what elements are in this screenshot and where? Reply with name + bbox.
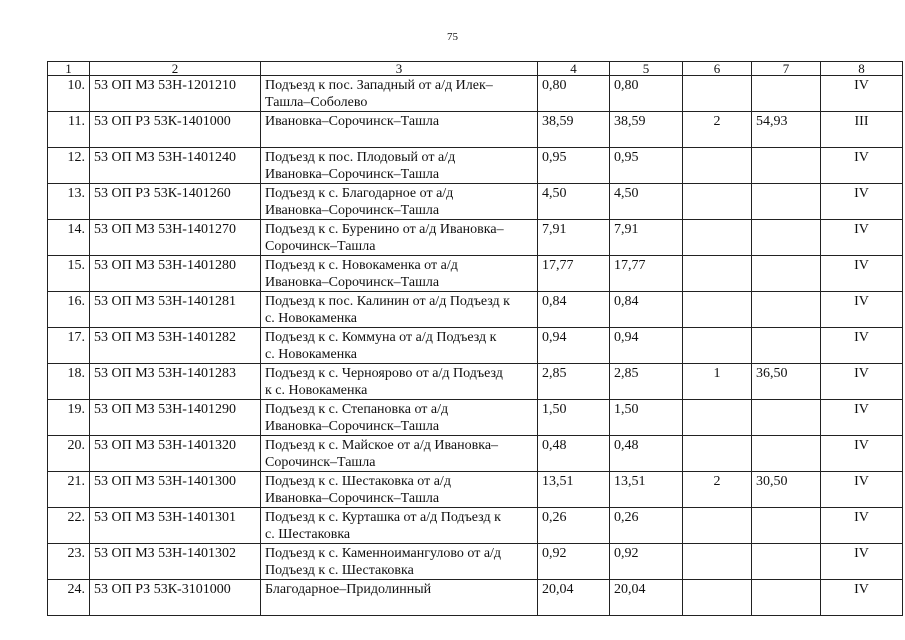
- header-cell: 3: [261, 62, 538, 76]
- length-total-cell: 17,77: [538, 256, 610, 292]
- road-code-cell: 53 ОП МЗ 53Н-1401280: [90, 256, 261, 292]
- table-row: [48, 328, 903, 364]
- bridge-length-cell: [752, 508, 821, 544]
- road-category-cell: IV: [821, 508, 903, 544]
- road-name-cell: [261, 76, 538, 112]
- road-code-cell: 53 ОП МЗ 53Н-1401240: [90, 148, 261, 184]
- road-name-line: Ивановка–Сорочинск–Ташла: [265, 167, 440, 182]
- road-name-cell: [261, 364, 538, 400]
- road-name-line: Ивановка–Сорочинск–Ташла: [265, 114, 440, 129]
- bridge-count-cell: 2: [683, 472, 752, 508]
- row-number-cell: 20.: [48, 436, 90, 472]
- road-name-line: Подъезд к пос. Калинин от а/д Подъезд к: [265, 294, 510, 309]
- road-category-cell: IV: [821, 400, 903, 436]
- bridge-count-cell: [683, 256, 752, 292]
- road-category-cell: IV: [821, 256, 903, 292]
- row-number-cell: 11.: [48, 112, 90, 148]
- length-total-cell: 0,26: [538, 508, 610, 544]
- length-paved-cell: 7,91: [610, 220, 683, 256]
- road-category-cell: IV: [821, 472, 903, 508]
- road-category-cell: IV: [821, 76, 903, 112]
- roads-table: [47, 61, 903, 616]
- road-name-cell: [261, 544, 538, 580]
- length-paved-cell: 0,48: [610, 436, 683, 472]
- table-row: [48, 400, 903, 436]
- table-row: [48, 112, 903, 148]
- page-number: 75: [447, 31, 458, 43]
- bridge-length-cell: [752, 184, 821, 220]
- road-name-line: Подъезд к с. Шестаковка от а/д: [265, 474, 451, 489]
- bridge-count-cell: [683, 508, 752, 544]
- bridge-length-cell: [752, 148, 821, 184]
- header-cell: 2: [90, 62, 261, 76]
- length-total-cell: 0,95: [538, 148, 610, 184]
- length-total-cell: 20,04: [538, 580, 610, 616]
- table-row: [48, 76, 903, 112]
- bridge-count-cell: [683, 184, 752, 220]
- road-name-line: к с. Новокаменка: [265, 383, 368, 398]
- table-row: [48, 436, 903, 472]
- road-name-cell: [261, 112, 538, 148]
- row-number-cell: 18.: [48, 364, 90, 400]
- road-category-cell: IV: [821, 328, 903, 364]
- road-category-cell: IV: [821, 220, 903, 256]
- road-category-cell: III: [821, 112, 903, 148]
- road-name-line: Подъезд к с. Степановка от а/д: [265, 402, 449, 417]
- bridge-count-cell: [683, 220, 752, 256]
- road-name-cell: [261, 256, 538, 292]
- table-row: [48, 256, 903, 292]
- length-paved-cell: 0,84: [610, 292, 683, 328]
- length-total-cell: 0,92: [538, 544, 610, 580]
- table-row: [48, 184, 903, 220]
- row-number-cell: 16.: [48, 292, 90, 328]
- table-row: [48, 292, 903, 328]
- length-paved-cell: 2,85: [610, 364, 683, 400]
- road-name-line: Благодарное–Придолинный: [265, 582, 432, 597]
- bridge-length-cell: [752, 256, 821, 292]
- row-number-cell: 17.: [48, 328, 90, 364]
- row-number-cell: 19.: [48, 400, 90, 436]
- table-row: [48, 508, 903, 544]
- length-paved-cell: 38,59: [610, 112, 683, 148]
- bridge-count-cell: [683, 328, 752, 364]
- length-paved-cell: 0,80: [610, 76, 683, 112]
- road-code-cell: 53 ОП МЗ 53Н-1401283: [90, 364, 261, 400]
- header-cell: 6: [683, 62, 752, 76]
- table-row: [48, 580, 903, 616]
- road-category-cell: IV: [821, 292, 903, 328]
- road-category-cell: IV: [821, 148, 903, 184]
- row-number-cell: 10.: [48, 76, 90, 112]
- road-name-cell: [261, 148, 538, 184]
- road-name-line: Подъезд к с. Буренино от а/д Ивановка–: [265, 222, 504, 237]
- length-total-cell: 38,59: [538, 112, 610, 148]
- length-total-cell: 0,48: [538, 436, 610, 472]
- header-cell: 7: [752, 62, 821, 76]
- length-paved-cell: 0,94: [610, 328, 683, 364]
- road-name-line: Подъезд к с. Шестаковка: [265, 563, 414, 578]
- road-name-line: с. Шестаковка: [265, 527, 351, 542]
- road-code-cell: 53 ОП МЗ 53Н-1401270: [90, 220, 261, 256]
- bridge-count-cell: 1: [683, 364, 752, 400]
- table-row: [48, 364, 903, 400]
- length-paved-cell: 13,51: [610, 472, 683, 508]
- bridge-count-cell: [683, 580, 752, 616]
- bridge-count-cell: [683, 148, 752, 184]
- road-name-cell: [261, 508, 538, 544]
- road-name-cell: [261, 328, 538, 364]
- road-name-line: Подъезд к с. Новокаменка от а/д: [265, 258, 458, 273]
- row-number-cell: 12.: [48, 148, 90, 184]
- road-name-cell: [261, 436, 538, 472]
- road-name-cell: [261, 220, 538, 256]
- road-category-cell: IV: [821, 364, 903, 400]
- row-number-cell: 22.: [48, 508, 90, 544]
- road-name-line: Ташла–Соболево: [265, 95, 368, 110]
- length-total-cell: 0,94: [538, 328, 610, 364]
- row-number-cell: 13.: [48, 184, 90, 220]
- length-paved-cell: 0,26: [610, 508, 683, 544]
- road-code-cell: 53 ОП МЗ 53Н-1401281: [90, 292, 261, 328]
- road-name-line: Подъезд к с. Благодарное от а/д: [265, 186, 454, 201]
- road-code-cell: 53 ОП МЗ 53Н-1401290: [90, 400, 261, 436]
- bridge-count-cell: [683, 400, 752, 436]
- road-name-line: Сорочинск–Ташла: [265, 455, 376, 470]
- header-cell: 8: [821, 62, 903, 76]
- road-name-cell: [261, 400, 538, 436]
- road-category-cell: IV: [821, 436, 903, 472]
- bridge-length-cell: [752, 76, 821, 112]
- bridge-length-cell: [752, 436, 821, 472]
- road-code-cell: 53 ОП РЗ 53К-3101000: [90, 580, 261, 616]
- road-name-line: Подъезд к с. Каменноимангулово от а/д: [265, 546, 502, 561]
- road-name-line: Подъезд к с. Майское от а/д Ивановка–: [265, 438, 499, 453]
- road-category-cell: IV: [821, 184, 903, 220]
- length-paved-cell: 4,50: [610, 184, 683, 220]
- road-code-cell: 53 ОП МЗ 53Н-1401301: [90, 508, 261, 544]
- bridge-length-cell: [752, 220, 821, 256]
- bridge-length-cell: 54,93: [752, 112, 821, 148]
- row-number-cell: 21.: [48, 472, 90, 508]
- road-name-line: Подъезд к с. Коммуна от а/д Подъезд к: [265, 330, 497, 345]
- header-cell: 5: [610, 62, 683, 76]
- bridge-length-cell: 36,50: [752, 364, 821, 400]
- road-name-line: Ивановка–Сорочинск–Ташла: [265, 491, 440, 506]
- length-total-cell: 1,50: [538, 400, 610, 436]
- road-name-line: с. Новокаменка: [265, 347, 358, 362]
- table-row: [48, 220, 903, 256]
- row-number-cell: 15.: [48, 256, 90, 292]
- row-number-cell: 14.: [48, 220, 90, 256]
- row-number-cell: 24.: [48, 580, 90, 616]
- road-code-cell: 53 ОП РЗ 53К-1401000: [90, 112, 261, 148]
- road-code-cell: 53 ОП МЗ 53Н-1401320: [90, 436, 261, 472]
- road-code-cell: 53 ОП МЗ 53Н-1401282: [90, 328, 261, 364]
- bridge-count-cell: [683, 292, 752, 328]
- road-name-line: с. Новокаменка: [265, 311, 358, 326]
- road-code-cell: 53 ОП МЗ 53Н-1401300: [90, 472, 261, 508]
- header-row: [48, 62, 903, 76]
- road-name-cell: [261, 184, 538, 220]
- road-name-line: Ивановка–Сорочинск–Ташла: [265, 419, 440, 434]
- road-code-cell: 53 ОП МЗ 53Н-1201210: [90, 76, 261, 112]
- road-code-cell: 53 ОП МЗ 53Н-1401302: [90, 544, 261, 580]
- row-number-cell: 23.: [48, 544, 90, 580]
- road-name-line: Сорочинск–Ташла: [265, 239, 376, 254]
- bridge-length-cell: [752, 328, 821, 364]
- length-total-cell: 0,80: [538, 76, 610, 112]
- road-category-cell: IV: [821, 544, 903, 580]
- table-row: [48, 472, 903, 508]
- bridge-count-cell: [683, 544, 752, 580]
- bridge-length-cell: [752, 292, 821, 328]
- bridge-length-cell: [752, 400, 821, 436]
- road-category-cell: IV: [821, 580, 903, 616]
- length-paved-cell: 17,77: [610, 256, 683, 292]
- length-paved-cell: 0,95: [610, 148, 683, 184]
- bridge-count-cell: 2: [683, 112, 752, 148]
- length-paved-cell: 20,04: [610, 580, 683, 616]
- road-name-line: Подъезд к с. Черноярово от а/д Подъезд: [265, 366, 503, 381]
- road-code-cell: 53 ОП РЗ 53К-1401260: [90, 184, 261, 220]
- bridge-length-cell: [752, 580, 821, 616]
- road-name-line: Подъезд к пос. Западный от а/д Илек–: [265, 78, 493, 93]
- length-paved-cell: 0,92: [610, 544, 683, 580]
- road-name-cell: [261, 580, 538, 616]
- length-total-cell: 13,51: [538, 472, 610, 508]
- road-name-line: Подъезд к с. Курташка от а/д Подъезд к: [265, 510, 501, 525]
- road-name-line: Ивановка–Сорочинск–Ташла: [265, 203, 440, 218]
- bridge-count-cell: [683, 436, 752, 472]
- length-total-cell: 0,84: [538, 292, 610, 328]
- bridge-length-cell: [752, 544, 821, 580]
- road-name-cell: [261, 292, 538, 328]
- road-name-line: Подъезд к пос. Плодовый от а/д: [265, 150, 456, 165]
- bridge-length-cell: 30,50: [752, 472, 821, 508]
- table-row: [48, 148, 903, 184]
- bridge-count-cell: [683, 76, 752, 112]
- length-total-cell: 2,85: [538, 364, 610, 400]
- length-paved-cell: 1,50: [610, 400, 683, 436]
- table-row: [48, 544, 903, 580]
- header-cell: 4: [538, 62, 610, 76]
- road-name-cell: [261, 472, 538, 508]
- header-cell: 1: [48, 62, 90, 76]
- length-total-cell: 4,50: [538, 184, 610, 220]
- length-total-cell: 7,91: [538, 220, 610, 256]
- road-name-line: Ивановка–Сорочинск–Ташла: [265, 275, 440, 290]
